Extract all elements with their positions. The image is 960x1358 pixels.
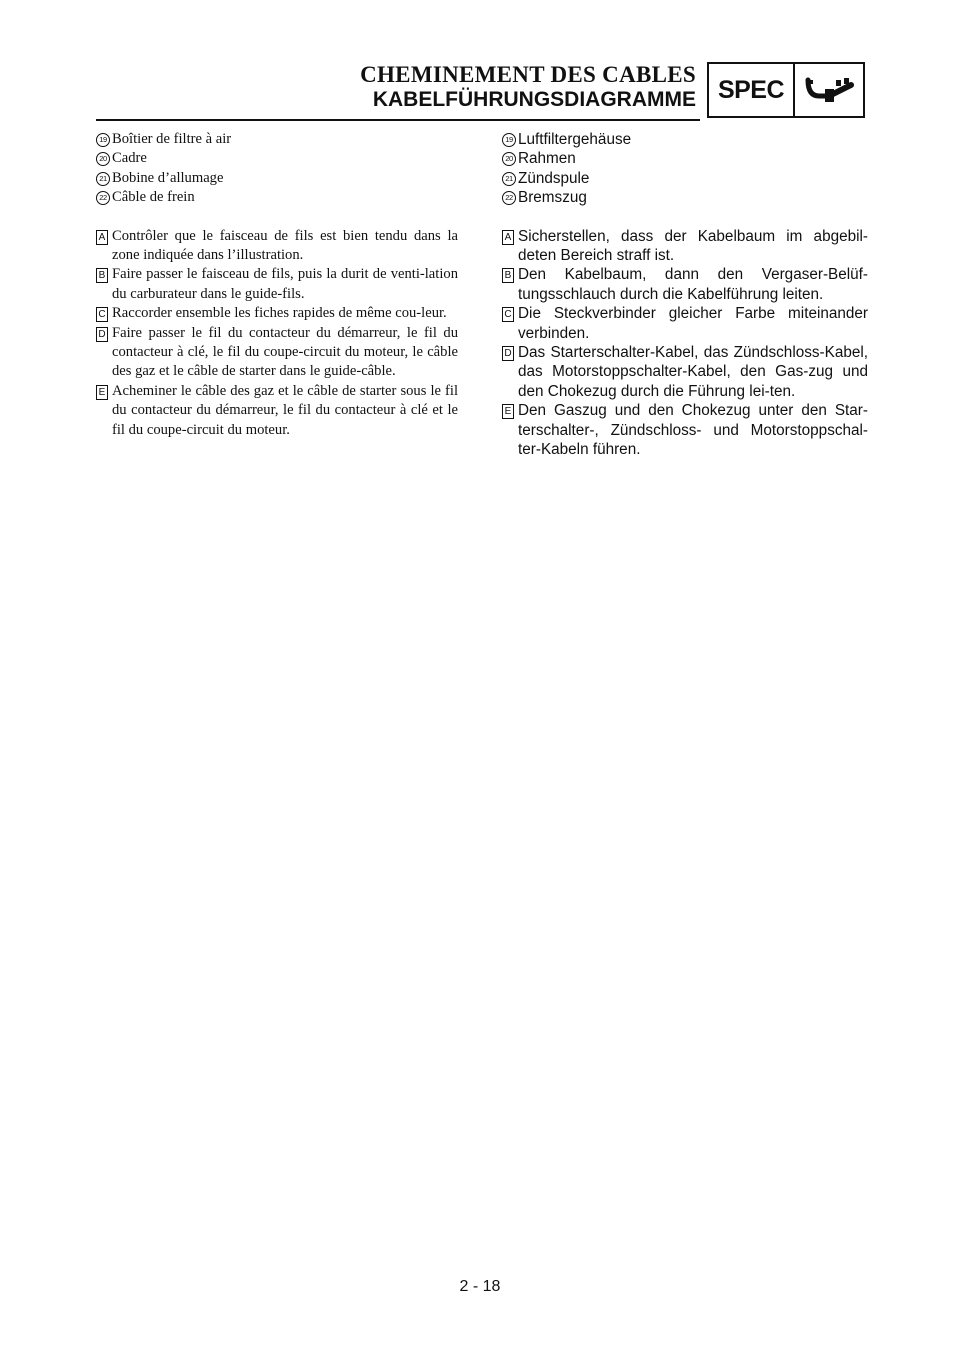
note-letter: E [502, 404, 514, 419]
part-name: Luftfiltergehäuse [518, 131, 632, 148]
note-letter: B [502, 268, 514, 283]
list-item [502, 130, 868, 149]
list-item [96, 149, 458, 168]
note-letter: A [502, 230, 514, 245]
list-item [96, 130, 458, 149]
german-column [502, 130, 868, 460]
note-text: Die Steckverbinder gleicher Farbe miteinander verbinden. [518, 305, 868, 342]
header-rule [96, 119, 700, 121]
spec-badge [707, 62, 865, 118]
note-letter: A [96, 230, 108, 245]
note-text: Sicherstellen, dass der Kabelbaum im abgebil-deten Bereich straff ist. [518, 227, 868, 265]
french-column [96, 130, 458, 440]
list-item [502, 149, 868, 168]
note-text: Faire passer le fil du contacteur du démarreur, le fil du contacteur à clé, le fil du coupe-circuit du moteur, le câble des gaz et le câble de starter dans le guide-câble. [112, 324, 458, 380]
note-letter: D [502, 346, 514, 361]
callout-number: 22 [502, 191, 516, 205]
wrench-cable-icon [795, 64, 863, 116]
callout-number: 20 [96, 152, 110, 166]
note-letter: C [502, 307, 514, 322]
part-name: Câble de frein [112, 189, 195, 206]
note-text: Acheminer le câble des gaz et le câble de starter sous le fil du contacteur du démarreur, le fil du contacteur à clé et le fil du coupe-circuit du moteur. [112, 382, 458, 438]
note-text: Das Starterschalter-Kabel, das Zündschloss-Kabel, das Motorstoppschalter-Kabel, den Gas-zug und den Chokezug durch die Führung lei-ten. [518, 344, 868, 400]
note-letter: D [96, 327, 108, 342]
note-letter: C [96, 307, 108, 322]
parts-list [502, 130, 868, 208]
note-letter: B [96, 268, 108, 283]
part-name: Bobine d’allumage [112, 169, 224, 186]
list-item [502, 401, 868, 459]
part-name: Bremszug [518, 189, 587, 207]
part-name: Boîtier de filtre à air [112, 131, 232, 147]
part-name: Rahmen [518, 150, 576, 168]
notes-list [96, 227, 458, 440]
note-text: Den Gaszug und den Chokezug unter den Star-terschalter-, Zündschloss- und Motorstoppschal-ter-Kabeln führen. [518, 402, 868, 459]
page-title-french: CHEMINEMENT DES CABLES [360, 62, 696, 87]
list-item [502, 304, 868, 343]
list-item [502, 188, 868, 207]
note-text: Raccorder ensemble les fiches rapides de même cou-leur. [112, 305, 447, 322]
page-title-german: KABELFÜHRUNGSDIAGRAMME [372, 88, 696, 111]
note-text: Contrôler que le faisceau de fils est bien tendu dans la zone indiquée dans l’illustration. [112, 227, 458, 264]
callout-number: 21 [502, 172, 516, 186]
callout-number: 21 [96, 172, 110, 186]
list-item [96, 324, 458, 382]
part-name: Cadre [112, 150, 147, 167]
callout-number: 19 [96, 133, 110, 147]
list-item [502, 265, 868, 304]
notes-list [502, 227, 868, 460]
list-item [96, 188, 458, 207]
page-number: 2 - 18 [459, 1278, 501, 1295]
list-item [96, 304, 458, 323]
list-item [502, 227, 868, 266]
list-item [96, 227, 458, 266]
list-item [96, 169, 458, 188]
note-letter: E [96, 385, 108, 400]
callout-number: 22 [96, 191, 110, 205]
callout-number: 19 [502, 133, 516, 147]
part-name: Zündspule [518, 169, 590, 187]
list-item [502, 343, 868, 401]
list-item [502, 169, 868, 188]
note-text: Den Kabelbaum, dann den Vergaser-Belüf-tungsschlauch durch die Kabelführung leiten. [518, 266, 868, 303]
spec-label: SPEC [709, 64, 795, 116]
list-item [96, 265, 458, 304]
parts-list [96, 130, 458, 208]
note-text: Faire passer le faisceau de fils, puis la durit de venti-lation du carburateur dans le guide-fils. [112, 266, 458, 302]
list-item [96, 382, 458, 440]
callout-number: 20 [502, 152, 516, 166]
